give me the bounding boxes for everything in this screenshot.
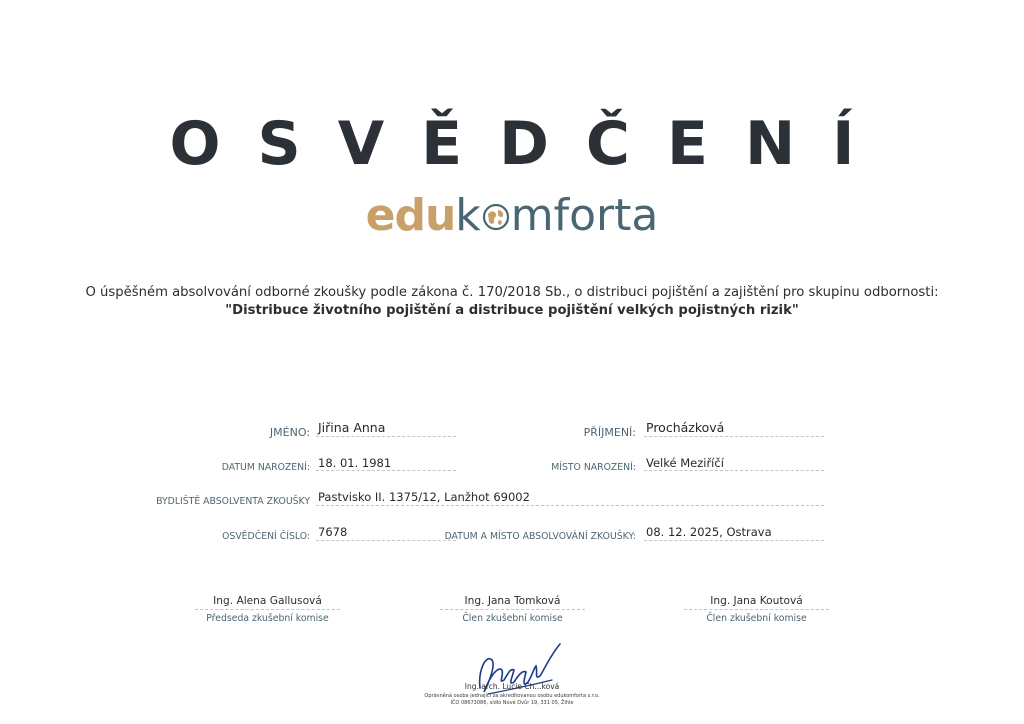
edukomforta-logo [0, 190, 1024, 244]
signature-role-1: Předseda zkušební komise [206, 613, 329, 624]
signature-line-2 [440, 609, 585, 610]
prijmeni-line [644, 436, 824, 437]
cislo-value: 7678 [318, 525, 348, 539]
intro-line-1: O úspěšném absolvování odborné zkoušky podle zákona č. 170/2018 Sb., o distribuci pojištění a zajištění pro skupinu odbornosti: [85, 285, 939, 300]
datum-misto-label: DATUM A MÍSTO ABSOLVOVÁNÍ ZKOUŠKY: [444, 531, 636, 542]
footer-note-2: IČO 08673086, sídlo Nové Dvůr 19, 331 05, Žihle [450, 700, 574, 706]
logo-k-text: k [455, 190, 481, 241]
globe-icon [481, 192, 511, 244]
handwritten-signature [468, 640, 568, 700]
signature-role-3: Člen zkušební komise [706, 613, 807, 624]
datum-narozeni-value: 18. 01. 1981 [318, 456, 392, 470]
signature-name-2: Ing. Jana Tomková [464, 595, 561, 607]
signature-role-2: Člen zkušební komise [462, 613, 563, 624]
prijmeni-label: PŘÍJMENÍ: [583, 426, 636, 439]
bydliste-line [316, 505, 824, 506]
intro-line-2: "Distribuce životního pojištění a distribuce pojištění velkých pojistných rizik" [225, 303, 799, 318]
misto-narozeni-label: MÍSTO NAROZENÍ: [551, 462, 636, 473]
prijmeni-value: Procházková [646, 420, 725, 435]
signature-name-1: Ing. Alena Gallusová [213, 595, 322, 607]
bydliste-value: Pastvisko II. 1375/12, Lanžhot 69002 [318, 490, 530, 504]
footer-note-1: Oprávněná osoba jednající za akreditovanou osobu edukomforta s.r.o. [424, 693, 600, 699]
misto-narozeni-line [644, 470, 824, 471]
bydliste-label: BYDLIŠTĚ ABSOLVENTA ZKOUŠKY [156, 496, 310, 507]
datum-narozeni-line [316, 470, 456, 471]
certificate-title: OSVĚDČENÍ [169, 109, 892, 179]
jmeno-label: JMÉNO: [269, 426, 310, 439]
signature-name-3: Ing. Jana Koutová [710, 595, 803, 607]
signature-line-1 [195, 609, 340, 610]
datum-misto-line [644, 540, 824, 541]
logo-edu-text: edu [365, 190, 456, 241]
misto-narozeni-value: Velké Meziříčí [646, 456, 724, 470]
jmeno-line [316, 436, 456, 437]
cislo-label: OSVĚDČENÍ ČÍSLO: [222, 531, 310, 542]
jmeno-value: Jiřina Anna [318, 420, 386, 435]
logo-rest-text: mforta [510, 190, 659, 241]
footer-name: Ing. arch. Lucie Ch...ková [464, 682, 560, 691]
signature-line-3 [684, 609, 829, 610]
datum-misto-value: 08. 12. 2025, Ostrava [646, 525, 772, 539]
intro-text [0, 284, 1024, 320]
cislo-line [316, 540, 456, 541]
datum-narozeni-label: DATUM NAROZENÍ: [221, 462, 310, 473]
